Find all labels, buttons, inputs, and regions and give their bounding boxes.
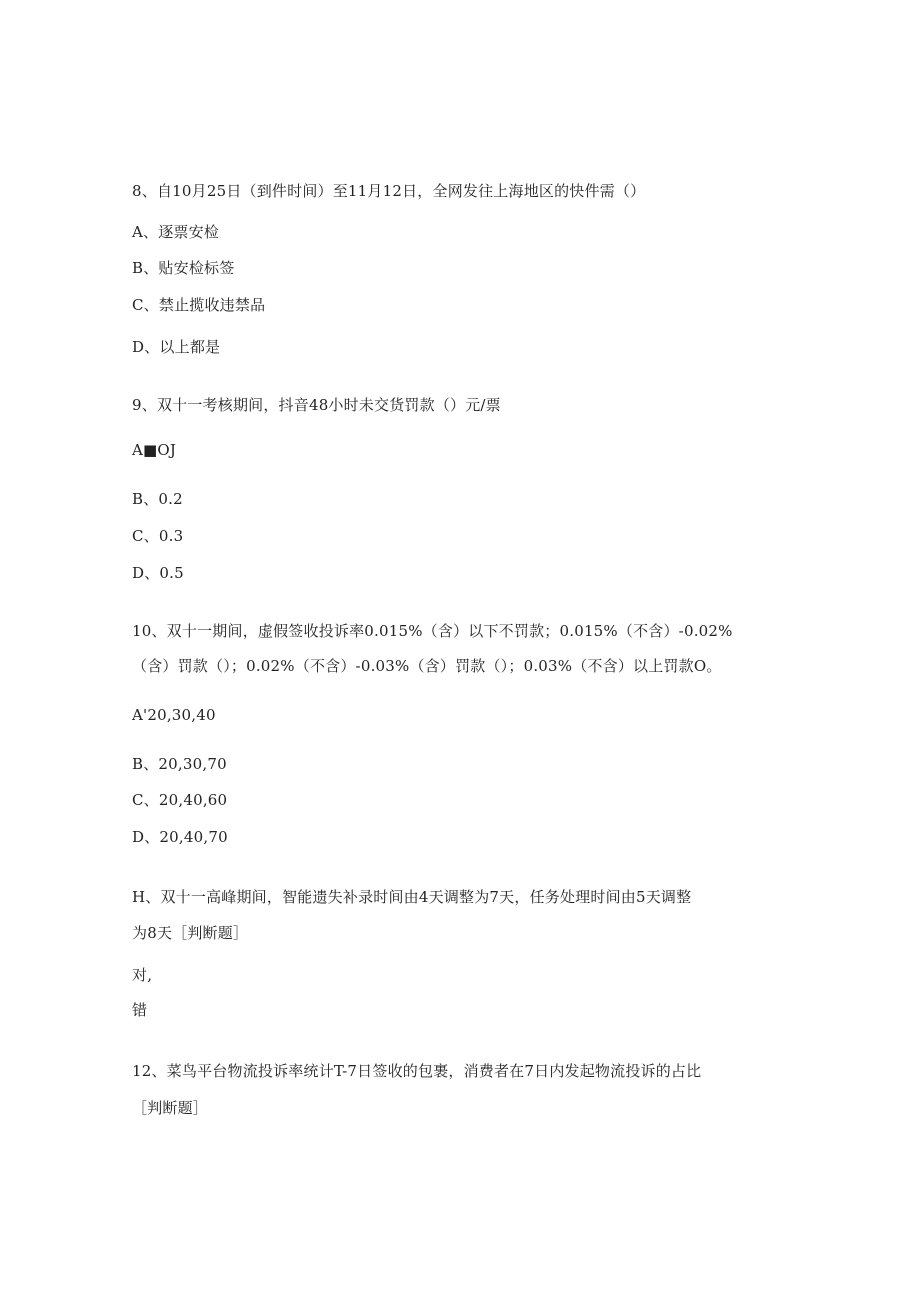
q9-option-a: A■OJ — [132, 441, 177, 459]
question-10-line-1: 10、双十一期间，虚假签收投诉率0.015%（含）以下不罚款；0.015%（不含）-0.02% — [132, 622, 733, 640]
q10-option-c: C、20,40,60 — [132, 791, 228, 809]
q10-option-d: D、20,40,70 — [132, 828, 228, 846]
question-8: 8、自10月25日（到件时间）至11月12日，全网发往上海地区的快件需（） — [132, 182, 646, 200]
question-11-line-2: 为8天［判断题］ — [132, 924, 249, 942]
q11-option-false: 错 — [132, 1001, 148, 1019]
q8-option-a: A、逐票安检 — [132, 223, 220, 241]
question-12-line-2: ［判断题］ — [132, 1099, 209, 1117]
question-10-line-2: （含）罚款（）；0.02%（不含）-0.03%（含）罚款（）；0.03%（不含）以上罚款O。 — [132, 657, 722, 675]
q11-option-true: 对, — [132, 966, 153, 984]
q8-option-c: C、禁止揽收违禁品 — [132, 296, 266, 314]
q10-option-b: B、20,30,70 — [132, 755, 227, 773]
question-11-line-1: H、双十一高峰期间，智能遗失补录时间由4天调整为7天，任务处理时间由5天调整 — [132, 888, 692, 906]
q8-option-b: B、贴安检标签 — [132, 259, 235, 277]
question-9: 9、双十一考核期间，抖音48小时未交货罚款（）元/票 — [132, 396, 501, 414]
q9-option-c: C、0.3 — [132, 527, 184, 545]
q8-option-d: D、以上都是 — [132, 338, 221, 356]
q10-option-a: A'20,30,40 — [132, 706, 216, 724]
q9-option-b: B、0.2 — [132, 490, 183, 508]
question-12-line-1: 12、菜鸟平台物流投诉率统计T-7日签收的包裹，消费者在7日内发起物流投诉的占比 — [132, 1062, 702, 1080]
q9-option-d: D、0.5 — [132, 564, 184, 582]
